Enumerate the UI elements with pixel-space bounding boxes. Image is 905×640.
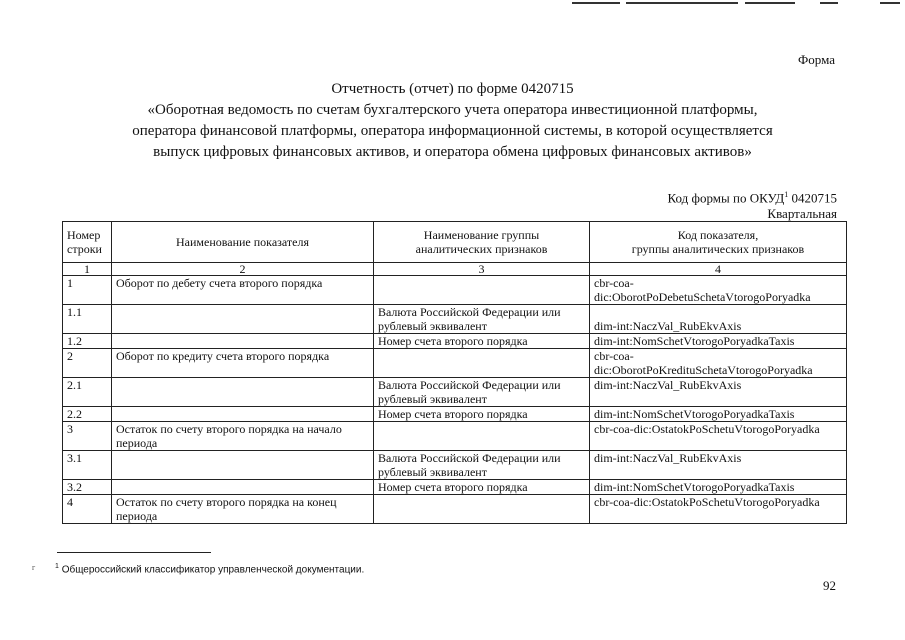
group-name: Валюта Российской Федерации или рублевый эквивалент <box>374 305 590 334</box>
header-code: Код показателя, группы аналитических признаков <box>590 222 847 263</box>
indicator-code: dim-int:NomSchetVtorogoPoryadkaTaxis <box>590 407 847 422</box>
group-name: Валюта Российской Федерации или рублевый эквивалент <box>374 378 590 407</box>
row-number: 1.1 <box>63 305 112 334</box>
table-row <box>63 422 847 451</box>
indicator-code: dim-int:NomSchetVtorogoPoryadkaTaxis <box>590 480 847 495</box>
indicator-name: Оборот по кредиту счета второго порядка <box>112 349 374 378</box>
column-number-row <box>63 263 847 276</box>
column-number: 1 <box>63 263 112 276</box>
indicator-code: cbr-coa-dic:OborotPoKredituSchetaVtorogoPoryadka <box>590 349 847 378</box>
indicator-name: Оборот по дебету счета второго порядка <box>112 276 374 305</box>
table-row <box>63 407 847 422</box>
group-name <box>374 422 590 451</box>
table-row <box>63 334 847 349</box>
row-number: 2 <box>63 349 112 378</box>
indicator-code: cbr-coa-dic:OborotPoDebetuSchetaVtorogoPoryadka <box>590 276 847 305</box>
indicator-name <box>112 480 374 495</box>
okud-code: 0420715 <box>791 190 837 206</box>
table-row <box>63 378 847 407</box>
table-row <box>63 495 847 524</box>
indicator-name <box>112 451 374 480</box>
table-row <box>63 480 847 495</box>
footnote-ref: 1 <box>784 190 789 199</box>
scan-artifact <box>745 2 795 4</box>
okud-code-line <box>668 187 837 206</box>
indicator-name: Остаток по счету второго порядка на начало периода <box>112 422 374 451</box>
scan-artifact <box>626 2 738 4</box>
document-title <box>60 79 845 163</box>
header-group-name: Наименование группы аналитических признаков <box>374 222 590 263</box>
form-label: Форма <box>798 52 835 67</box>
row-number: 3.2 <box>63 480 112 495</box>
title-line: оператора финансовой платформы, оператора информационной системы, в которой осуществляется <box>132 123 773 139</box>
scan-artifact <box>572 2 620 4</box>
indicator-name <box>112 407 374 422</box>
group-name: Валюта Российской Федерации или рублевый эквивалент <box>374 451 590 480</box>
row-number: 2.1 <box>63 378 112 407</box>
table-row <box>63 276 847 305</box>
indicator-code: dim-int:NomSchetVtorogoPoryadkaTaxis <box>590 334 847 349</box>
row-number: 1.2 <box>63 334 112 349</box>
footnote-divider <box>57 552 211 553</box>
group-name: Номер счета второго порядка <box>374 334 590 349</box>
title-line: «Оборотная ведомость по счетам бухгалтерского учета оператора инвестиционной платформы, <box>147 102 758 118</box>
indicator-code: dim-int:NaczVal_RubEkvAxis <box>590 305 847 334</box>
scan-artifact <box>820 2 838 4</box>
page-number: 92 <box>823 578 836 593</box>
table-row <box>63 451 847 480</box>
row-number: 2.2 <box>63 407 112 422</box>
table-header-row <box>63 222 847 263</box>
indicator-name <box>112 334 374 349</box>
group-name: Номер счета второго порядка <box>374 480 590 495</box>
indicator-name <box>112 305 374 334</box>
column-number: 4 <box>590 263 847 276</box>
group-name <box>374 349 590 378</box>
group-name <box>374 495 590 524</box>
footnote-text: Общероссийский классификатор управленческой документации. <box>61 564 365 576</box>
margin-mark: г <box>32 563 36 572</box>
table-row <box>63 305 847 334</box>
group-name: Номер счета второго порядка <box>374 407 590 422</box>
header-row-number: Номер строки <box>63 222 112 263</box>
indicator-name: Остаток по счету второго порядка на конец периода <box>112 495 374 524</box>
column-number: 3 <box>374 263 590 276</box>
row-number: 3.1 <box>63 451 112 480</box>
indicator-code: dim-int:NaczVal_RubEkvAxis <box>590 451 847 480</box>
header-indicator-name: Наименование показателя <box>112 222 374 263</box>
turnover-table <box>62 221 847 524</box>
row-number: 1 <box>63 276 112 305</box>
row-number: 4 <box>63 495 112 524</box>
title-line: выпуск цифровых финансовых активов, и оператора обмена цифровых финансовых активов» <box>153 144 752 160</box>
indicator-code: cbr-coa-dic:OstatokPoSchetuVtorogoPoryadka <box>590 422 847 451</box>
group-name <box>374 276 590 305</box>
indicator-code: dim-int:NaczVal_RubEkvAxis <box>590 378 847 407</box>
periodicity: Квартальная <box>767 206 837 222</box>
footnote-mark: 1 <box>55 563 59 570</box>
form-code-block <box>668 187 837 222</box>
table-row <box>63 349 847 378</box>
indicator-name <box>112 378 374 407</box>
okud-label: Код формы по ОКУД <box>667 190 785 206</box>
footnote <box>55 563 364 575</box>
title-line: Отчетность (отчет) по форме 0420715 <box>331 81 574 97</box>
column-number: 2 <box>112 263 374 276</box>
indicator-code: cbr-coa-dic:OstatokPoSchetuVtorogoPoryadka <box>590 495 847 524</box>
scan-artifact <box>880 2 900 4</box>
row-number: 3 <box>63 422 112 451</box>
